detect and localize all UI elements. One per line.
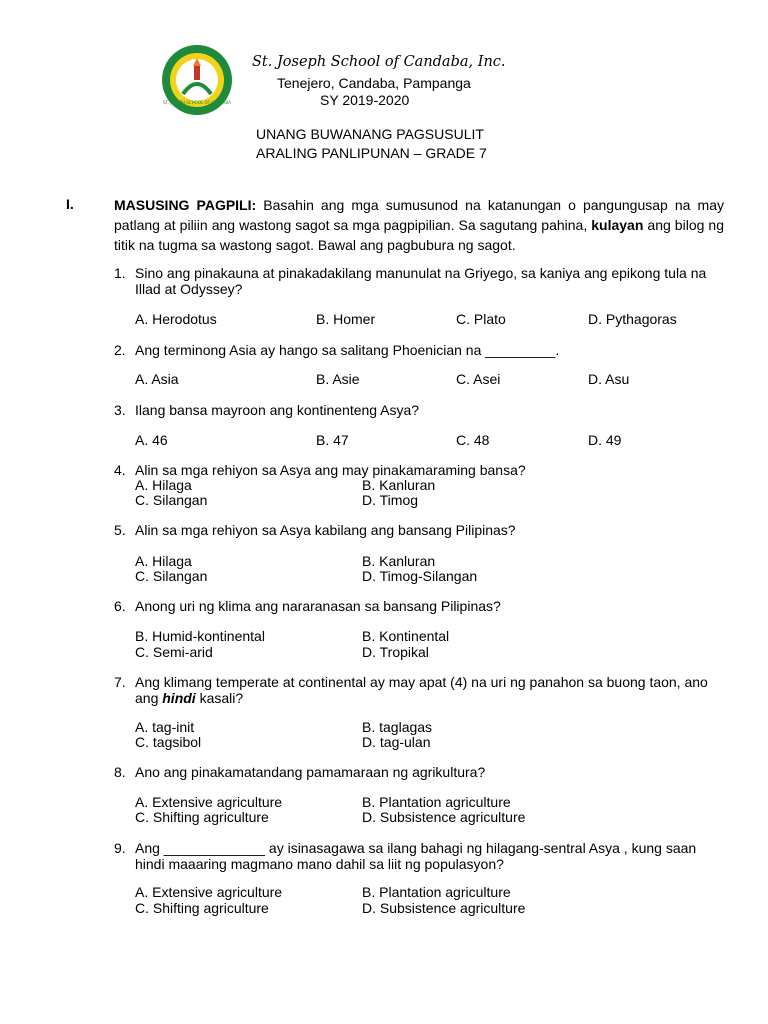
exam-subject: ARALING PANLIPUNAN – GRADE 7 [256,145,487,161]
instructions-text-2: ang bilog ng titik na tugma sa wastong sagot. Bawal ang pagbubura ng sagot. [114,217,724,253]
question-text: Alin sa mga rehiyon sa Asya kabilang ang bansang Pilipinas? [135,522,516,538]
section-number: I. [66,196,74,212]
option-b: B. Asie [316,371,360,387]
question-number: 7. [114,674,126,690]
question-text: Ang _____________ ay isinasagawa sa ilang bahagi ng hilagang-sentral Asya , kung saan hindi maaaring magmano mano dahil sa liit ng populasyon? [135,840,697,872]
question-number: 6. [114,598,126,614]
question-number: 1. [114,265,126,281]
svg-text:ST. JOSEPH SCHOOL OF CANDABA: ST. JOSEPH SCHOOL OF CANDABA [163,100,231,105]
option-c: C. Semi-arid [135,644,213,660]
option-b: B. 47 [316,432,349,448]
option-b: B. Plantation agriculture [362,884,511,900]
school-year: SY 2019-2020 [320,92,410,108]
option-c: C. Shifting agriculture [135,809,269,825]
exam-title: UNANG BUWANANG PAGSUSULIT [256,126,484,142]
option-d: D. 49 [588,432,622,448]
question-number: 8. [114,764,126,780]
section-heading: MASUSING PAGPILI: [114,197,257,213]
question-text-2: kasali? [195,690,244,706]
option-c: C. Plato [456,311,506,327]
option-c: C. 48 [456,432,490,448]
option-d: D. Timog [362,492,419,508]
option-d: D. Asu [588,371,630,387]
option-a: B. Humid-kontinental [135,628,265,644]
option-b: B. Kanluran [362,477,436,493]
question-number: 3. [114,402,126,418]
option-a: A. Asia [135,371,179,387]
option-c: C. tagsibol [135,734,202,750]
option-a: A. Extensive agriculture [135,884,283,900]
question-text: Ilang bansa mayroon ang kontinenteng Asya? [135,402,420,418]
question-text: Anong uri ng klima ang nararanasan sa bansang Pilipinas? [135,598,501,614]
option-c: C. Silangan [135,568,208,584]
option-b: B. Kontinental [362,628,450,644]
option-d: D. Pythagoras [588,311,677,327]
option-a: A. Hilaga [135,553,192,569]
option-d: D. Subsistence agriculture [362,809,526,825]
option-b: B. Homer [316,311,376,327]
option-a: A. Herodotus [135,311,217,327]
question-text: Ang terminong Asia ay hango sa salitang Phoenician na _________. [135,342,560,358]
question-text: Ano ang pinakamatandang pamamaraan ng agrikultura? [135,764,486,780]
section-instructions [114,195,724,255]
school-logo [161,44,233,116]
option-d: D. tag-ulan [362,734,431,750]
option-c: C. Shifting agriculture [135,900,269,916]
option-b: B. Plantation agriculture [362,794,511,810]
question-number: 5. [114,522,126,538]
question-text: Alin sa mga rehiyon sa Asya ang may pinakamaraming bansa? [135,462,526,478]
question-emphasis: hindi [162,690,196,706]
instructions-emphasis: kulayan [591,217,644,233]
school-name: St. Joseph School of Candaba, Inc. [252,54,506,70]
instructions-text-1: Basahin ang mga sumusunod na katanungan o pangungusap na may patlang at piliin ang wastong sagot sa mga pagpipilian. Sa sagutang pahina, [114,197,724,233]
question-text: Sino ang pinakauna at pinakadakilang manunulat na Griyego, sa kaniya ang epikong tula na Illad at Odyssey? [135,265,707,297]
school-address: Tenejero, Candaba, Pampanga [277,75,471,91]
option-a: A. 46 [135,432,168,448]
question-text-1: Ang klimang temperate at continental ay may apat (4) na uri ng panahon sa buong taon, ano ang [135,674,708,706]
option-d: D. Subsistence agriculture [362,900,526,916]
option-a: A. tag-init [135,719,195,735]
question-number: 2. [114,342,126,358]
question-number: 4. [114,462,126,478]
option-a: A. Extensive agriculture [135,794,283,810]
option-a: A. Hilaga [135,477,192,493]
option-c: C. Asei [456,371,501,387]
option-b: B. Kanluran [362,553,436,569]
option-c: C. Silangan [135,492,208,508]
question-number: 9. [114,840,126,856]
option-b: B. taglagas [362,719,433,735]
option-d: D. Timog-Silangan [362,568,478,584]
question-text [135,674,725,706]
option-d: D. Tropikal [362,644,429,660]
